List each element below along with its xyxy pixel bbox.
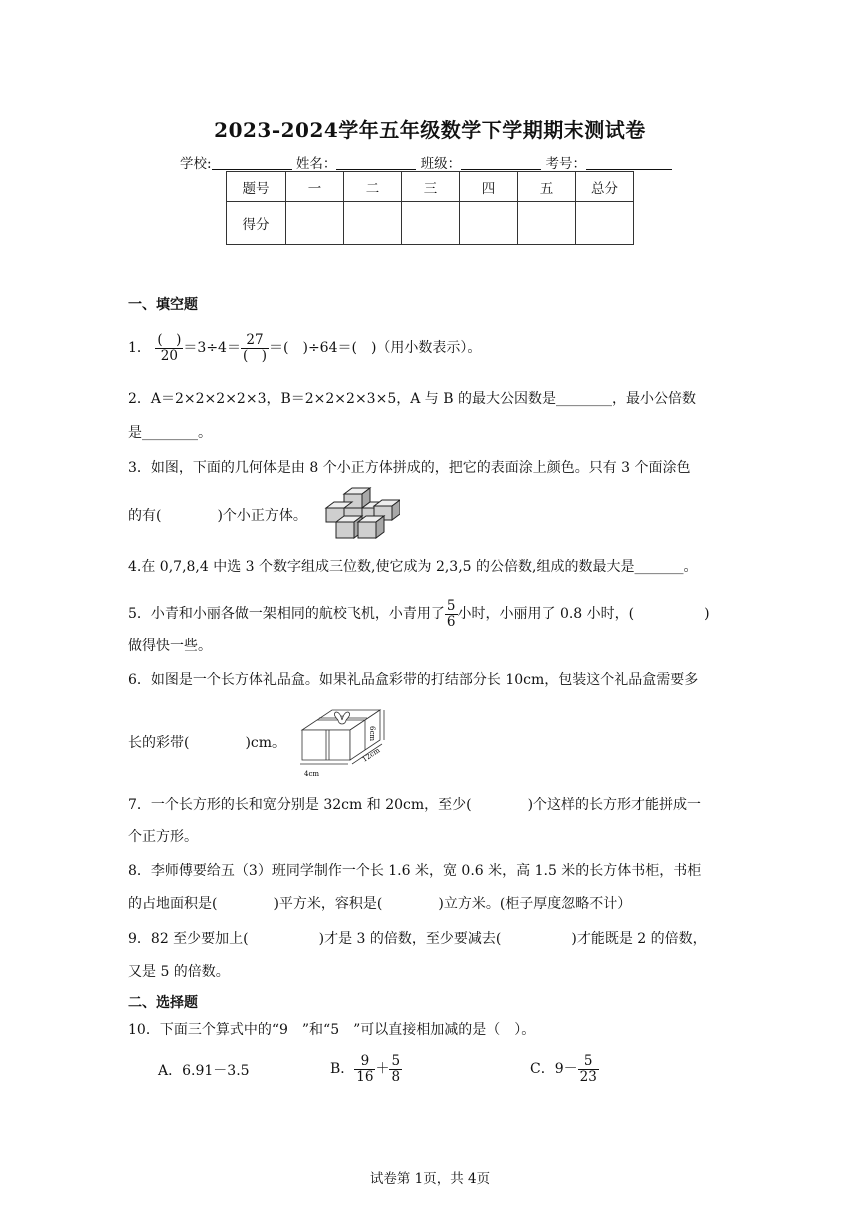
student-info-line bbox=[180, 152, 672, 172]
gift-box-figure bbox=[296, 700, 388, 780]
school-label: 学校: bbox=[180, 156, 212, 172]
question-5-line-2: 做得快一些。 bbox=[128, 638, 212, 654]
exam-no-blank[interactable] bbox=[586, 155, 672, 170]
fraction-numerator[interactable]: ( ) bbox=[157, 331, 182, 348]
exam-no-label: 考号： bbox=[545, 156, 586, 172]
question-9-line-2: 又是 5 的倍数。 bbox=[128, 964, 230, 980]
question-8-line-1: 8．李师傅要给五（3）班同学制作一个长 1.6 米，宽 0.6 米，高 1.5 米的长方体书柜，书柜 bbox=[128, 863, 702, 879]
question-4: 4.在 0,7,8,4 中选 3 个数字组成三位数,使它成为 2,3,5 的公倍数,组成的数最大是_______。 bbox=[128, 559, 698, 575]
score-cell[interactable] bbox=[344, 202, 402, 245]
score-header-cell: 三 bbox=[402, 172, 460, 202]
name-label: 姓名： bbox=[295, 156, 337, 172]
question-2-line-2: 是________。 bbox=[128, 425, 212, 441]
question-7-line-1: 7．一个长方形的长和宽分别是 32cm 和 20cm，至少( )个这样的长方形才能拼成一 bbox=[128, 797, 702, 813]
school-blank[interactable] bbox=[212, 155, 292, 170]
question-3-line-2: 的有( )个小正方体。 bbox=[128, 508, 307, 524]
page-footer: 试卷第 1页，共 4页 bbox=[369, 1171, 491, 1187]
option-label: C．9－ bbox=[530, 1061, 578, 1077]
question-1 bbox=[128, 331, 481, 365]
score-row-label: 得分 bbox=[227, 202, 286, 245]
dim-width-label: 4cm bbox=[304, 770, 320, 778]
question-9-line-1: 9．82 至少要加上( )才是 3 的倍数，至少要减去( )才能既是 2 的倍数， bbox=[128, 931, 707, 947]
score-header-cell: 四 bbox=[460, 172, 518, 202]
fraction-denominator: 8 bbox=[391, 1068, 401, 1085]
fraction-denominator: 6 bbox=[446, 613, 456, 630]
score-header-cell: 五 bbox=[518, 172, 576, 202]
dim-length-label: 12cm bbox=[360, 746, 382, 764]
question-text: 小时，小丽用了 0.8 小时，( ) bbox=[457, 606, 710, 622]
score-cell[interactable] bbox=[518, 202, 576, 245]
fraction-numerator: 5 bbox=[446, 597, 456, 614]
equation-part: ＝3÷4＝ bbox=[183, 340, 241, 356]
question-8-line-2: 的占地面积是( )平方米，容积是( )立方米。(柜子厚度忽略不计） bbox=[128, 896, 632, 912]
fraction-numerator: 5 bbox=[578, 1054, 599, 1070]
score-cell[interactable] bbox=[576, 202, 634, 245]
question-number: 1． bbox=[128, 340, 151, 356]
fraction-5-over-6 bbox=[445, 599, 458, 630]
operator: ＋ bbox=[375, 1061, 390, 1077]
question-note: （用小数表示）。 bbox=[376, 340, 482, 356]
name-blank[interactable] bbox=[336, 155, 416, 170]
section-choice-title: 二、选择题 bbox=[128, 995, 198, 1011]
cubes-figure bbox=[322, 486, 400, 544]
fraction-numerator: 5 bbox=[391, 1052, 401, 1069]
question-10-stem: 10．下面三个算式中的“9 ”和“5 ”可以直接相加减的是（ ）。 bbox=[128, 1022, 536, 1038]
option-label: B． bbox=[330, 1061, 355, 1077]
question-2-line-1: 2．A＝2×2×2×2×3，B＝2×2×2×3×5，A 与 B 的最大公因数是________，最小公倍数 bbox=[128, 391, 696, 407]
score-cell[interactable] bbox=[286, 202, 344, 245]
fraction-27-over-blank bbox=[241, 333, 269, 364]
option-a[interactable]: A．6.91－3.5 bbox=[158, 1063, 250, 1079]
question-6-line-1: 6．如图是一个长方体礼品盒。如果礼品盒彩带的打结部分长 10cm，包装这个礼品盒需要多 bbox=[128, 672, 699, 688]
option-b[interactable] bbox=[330, 1050, 402, 1088]
question-5-line-1 bbox=[128, 598, 710, 630]
section-fill-title: 一、填空题 bbox=[128, 297, 198, 313]
question-6-line-2: 长的彩带( )cm。 bbox=[128, 735, 287, 751]
fraction-5-over-23 bbox=[578, 1054, 599, 1085]
score-header-cell: 二 bbox=[344, 172, 402, 202]
score-header-cell: 一 bbox=[286, 172, 344, 202]
option-c[interactable] bbox=[530, 1050, 599, 1088]
fraction-9-over-16 bbox=[354, 1054, 375, 1085]
page-title: 2023-2024学年五年级数学下学期期末测试卷 bbox=[214, 118, 646, 142]
question-7-line-2: 个正方形。 bbox=[128, 829, 198, 845]
fraction-denominator: 23 bbox=[579, 1068, 597, 1085]
score-cell[interactable] bbox=[402, 202, 460, 245]
score-cell[interactable] bbox=[460, 202, 518, 245]
score-table bbox=[226, 171, 634, 245]
question-text: 5．小青和小丽各做一架相同的航校飞机，小青用了 bbox=[128, 606, 445, 622]
class-blank[interactable] bbox=[461, 155, 541, 170]
fraction-5-over-8 bbox=[389, 1054, 402, 1085]
fraction-denominator: 16 bbox=[356, 1068, 374, 1085]
fraction-numerator: 27 bbox=[241, 333, 269, 349]
equation-part: ＝( )÷64＝( ) bbox=[269, 340, 377, 356]
fraction-blank-over-20 bbox=[155, 333, 183, 364]
score-header-cell: 题号 bbox=[227, 172, 286, 202]
question-3-line-1: 3．如图，下面的几何体是由 8 个小正方体拼成的，把它的表面涂上颜色。只有 3 个面涂色 bbox=[128, 460, 691, 476]
fraction-denominator[interactable]: ( ) bbox=[242, 347, 268, 364]
class-label: 班级： bbox=[420, 156, 462, 172]
score-header-cell: 总分 bbox=[576, 172, 634, 202]
fraction-denominator: 20 bbox=[160, 347, 178, 364]
dim-height-label: 6cm bbox=[368, 726, 376, 742]
fraction-numerator: 9 bbox=[354, 1054, 375, 1070]
